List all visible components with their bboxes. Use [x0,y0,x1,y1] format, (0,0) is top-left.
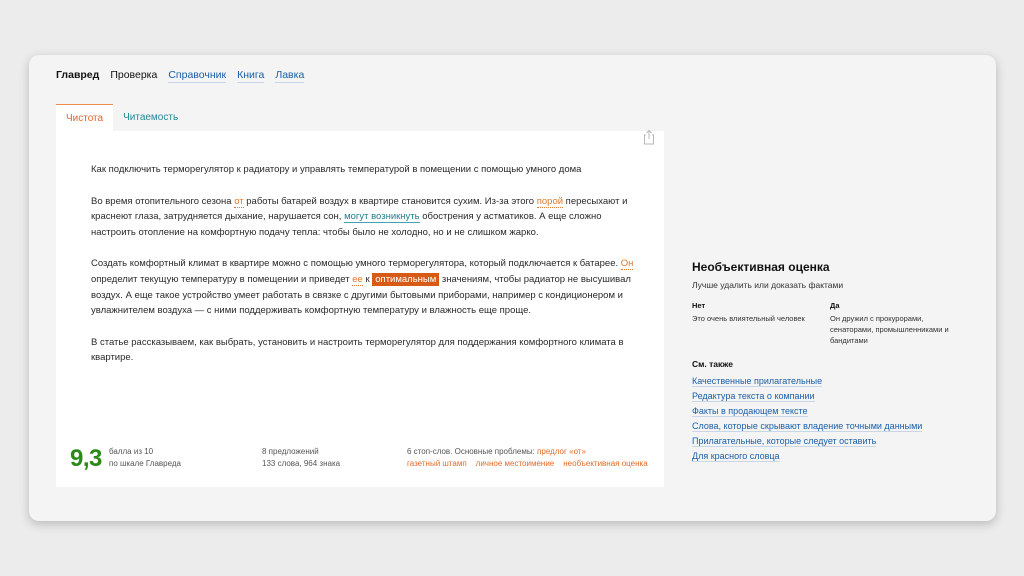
top-navigation [56,69,304,83]
text-span: значениям, чтобы радиатор не высушивал воздух. А еще такое устройство умеет работать в связке с другими бытовыми приборами, например с кондиционером и увлажнителем воздуха — с ними поддерживать комфортную температуру и влажность еще проще. [91,273,631,317]
share-icon[interactable] [642,129,656,145]
see-also-links [692,374,972,464]
see-also-link[interactable]: Редактура текста о компании [692,391,815,401]
score-value: 9,3 [70,445,102,472]
text-span: к [362,273,373,285]
stats-sentences: 8 предложений [262,447,319,456]
highlight-on[interactable]: Он [620,258,634,270]
score-label [109,446,181,470]
highlight-predlog-ot[interactable]: от [234,195,244,207]
text-span: работы батарей воздух в квартире становится сухим. Из-за этого [243,195,537,207]
see-also-heading: См. также [692,359,733,369]
see-also-link[interactable]: Слова, которые скрывают владение точными данными [692,421,923,431]
problems-summary [407,446,657,470]
problem-link[interactable]: необъективная оценка [563,459,648,468]
highlight-ee[interactable]: ее [352,273,363,285]
text-span: определит текущую температуру в помещении и приведет [91,273,353,285]
panel-title: Необъективная оценка [692,260,830,274]
paragraph-3 [91,256,636,318]
paragraph-title: Как подключить терморегулятор к радиатору и управлять температурой в помещении с помощью умного дома [91,164,582,175]
problems-prefix: 6 стоп-слов. Основные проблемы: [407,447,538,456]
highlight-mogut-vozniknut[interactable]: могут возникнуть [344,211,420,223]
see-also-link[interactable]: Прилагательные, которые следует оставить [692,436,877,446]
stats-words: 133 слова, 964 знака [262,459,341,468]
score-label-line: по шкале Главреда [109,459,181,468]
see-also-link[interactable]: Факты в продающем тексте [692,406,808,416]
panel-subtitle: Лучше удалить или доказать фактами [692,280,844,290]
nav-kniga[interactable]: Книга [237,69,265,81]
nav-proverka[interactable]: Проверка [110,69,158,81]
paragraph-2 [91,194,636,241]
tab-chitaemost[interactable]: Читаемость [123,112,179,123]
problem-link[interactable]: газетный штамп [407,459,467,468]
explanation-panel [692,260,972,464]
example-bad [692,300,830,346]
problem-link[interactable]: личное местоимение [475,459,555,468]
score-footer [70,443,660,473]
text-span: обострения у астматиков. А еще сложно настроить отопление на комфортную подачу тепла: чтобы было не холодно, но и не слишком жарко. [91,211,602,238]
problem-link[interactable]: предлог «от» [537,447,586,456]
text-editor[interactable] [56,131,664,487]
app-window [29,55,996,521]
text-span: пересыхают и краснеют глаза, затрудняется дыхание, нарушается сон, [91,195,628,223]
paragraph-4: В статье рассказываем, как выбрать, установить и настроить терморегулятор для поддержания комфортного климата в квартире. [91,336,624,364]
see-also-link[interactable]: Качественные прилагательные [692,376,823,386]
highlight-optimalnym-selected[interactable]: оптимальным [372,273,439,286]
example-bad-label: Нет [692,301,706,310]
editor-text[interactable] [91,162,636,366]
text-stats [262,446,340,470]
example-bad-text: Это очень влиятельный человек [692,314,805,323]
highlight-poroy[interactable]: порой [536,195,564,207]
score-label-line: балла из 10 [109,447,154,456]
nav-lavka[interactable]: Лавка [275,69,305,81]
nav-glavred[interactable]: Главред [56,69,100,81]
tab-bar [56,104,188,131]
tab-chistota[interactable]: Чистота [56,104,113,131]
example-good-text: Он дружил с прокурорами, сенаторами, промышленниками и бандитами [830,314,949,345]
example-good-label: Да [830,301,840,310]
text-span: Создать комфортный климат в квартире можно с помощью умного терморегулятора, который подключается к батарее. [91,258,621,270]
example-columns [692,300,972,346]
nav-spravochnik[interactable]: Справочник [168,69,227,81]
example-good [830,300,960,346]
see-also-link[interactable]: Для красного словца [692,451,780,461]
text-span: Во время отопительного сезона [91,195,235,207]
